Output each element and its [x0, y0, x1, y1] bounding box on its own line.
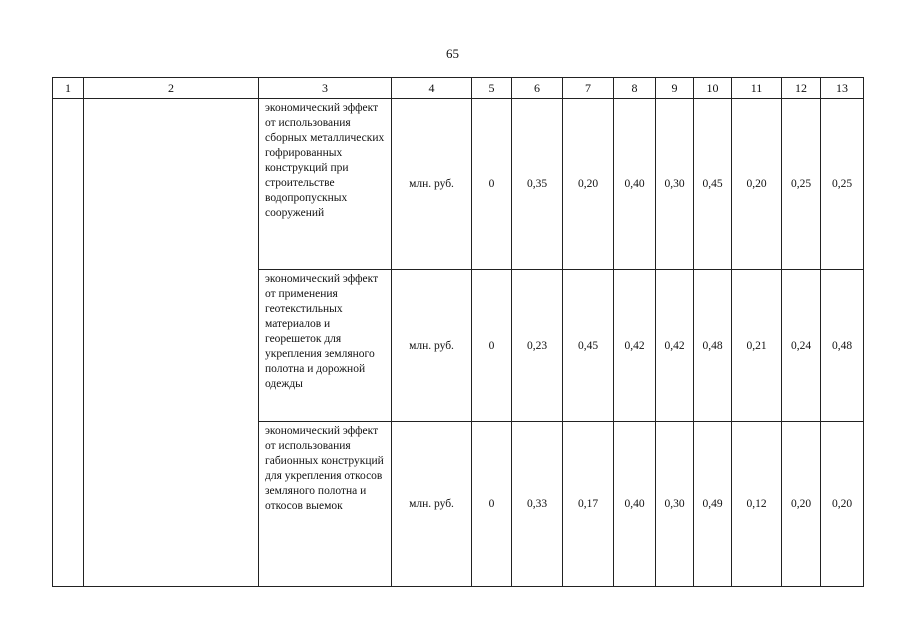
value-cell: 0,45 [563, 270, 614, 422]
value-cell: 0,20 [821, 422, 864, 587]
value-cell: 0,40 [614, 422, 656, 587]
cell-col1 [53, 99, 84, 587]
cell-col2 [84, 99, 259, 587]
column-number-row [53, 78, 864, 99]
value-cell: 0,25 [821, 99, 864, 270]
value-cell: 0,42 [656, 270, 694, 422]
column-header: 10 [694, 78, 732, 99]
column-header: 11 [732, 78, 782, 99]
value-cell: 0,30 [656, 99, 694, 270]
value-cell: 0,20 [563, 99, 614, 270]
column-header: 4 [392, 78, 472, 99]
value-cell: 0,48 [821, 270, 864, 422]
value-cell: 0,33 [512, 422, 563, 587]
column-header: 2 [84, 78, 259, 99]
value-cell: 0,49 [694, 422, 732, 587]
value-cell: 0,21 [732, 270, 782, 422]
table-row [53, 99, 864, 270]
value-cell: 0,45 [694, 99, 732, 270]
value-cell: 0,17 [563, 422, 614, 587]
column-header: 12 [782, 78, 821, 99]
indicator-cell: экономический эффект от использования габионных конструкций для укрепления откосов земляного полотна и откосов выемок [259, 422, 392, 587]
page-number: 65 [446, 46, 459, 61]
unit-cell: млн. руб. [392, 99, 472, 270]
value-cell: 0,40 [614, 99, 656, 270]
value-cell: 0 [472, 270, 512, 422]
column-header: 6 [512, 78, 563, 99]
value-cell: 0,24 [782, 270, 821, 422]
column-header: 9 [656, 78, 694, 99]
value-cell: 0,25 [782, 99, 821, 270]
column-header: 3 [259, 78, 392, 99]
unit-cell: млн. руб. [392, 270, 472, 422]
value-cell: 0 [472, 422, 512, 587]
column-header: 5 [472, 78, 512, 99]
column-header: 8 [614, 78, 656, 99]
value-cell: 0,20 [782, 422, 821, 587]
unit-cell: млн. руб. [392, 422, 472, 587]
value-cell: 0,48 [694, 270, 732, 422]
value-cell: 0,23 [512, 270, 563, 422]
column-header: 13 [821, 78, 864, 99]
indicator-cell: экономический эффект от применения геотекстильных материалов и георешеток для укрепления земляного полотна и дорожной одежды [259, 270, 392, 422]
value-cell: 0,42 [614, 270, 656, 422]
value-cell: 0,35 [512, 99, 563, 270]
value-cell: 0 [472, 99, 512, 270]
indicator-cell: экономический эффект от использования сборных металлических гофрированных конструкций при строительстве водопропускных сооружений [259, 99, 392, 270]
indicators-table [52, 77, 864, 587]
value-cell: 0,12 [732, 422, 782, 587]
value-cell: 0,30 [656, 422, 694, 587]
column-header: 1 [53, 78, 84, 99]
column-header: 7 [563, 78, 614, 99]
value-cell: 0,20 [732, 99, 782, 270]
